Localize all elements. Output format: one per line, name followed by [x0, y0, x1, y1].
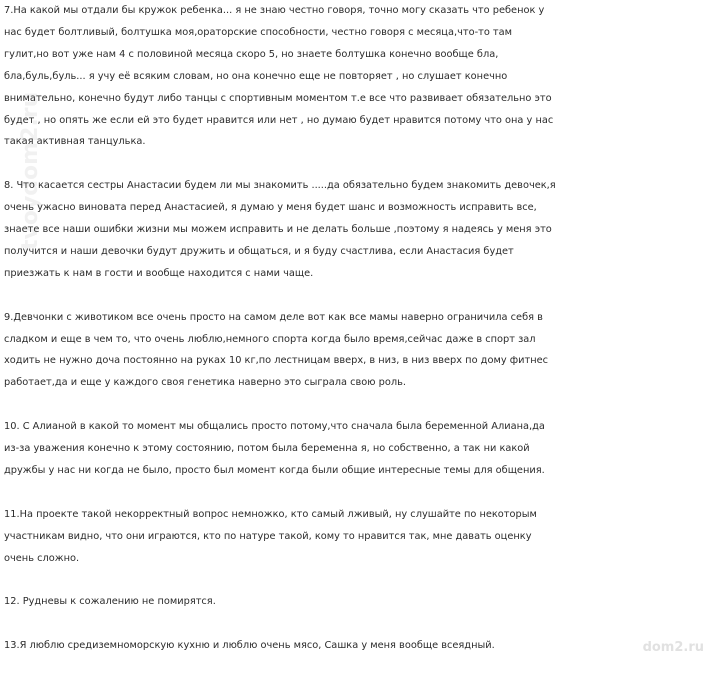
- text-line: внимательно, конечно будут либо танцы с спортивным моментом т.е все что развивает обязательно это: [4, 92, 552, 104]
- text-line: участникам видно, что они играются, кто по натуре такой, кому то нравится так, мне давать оценку: [4, 530, 532, 542]
- watermark-corner: dom2.ru: [642, 640, 704, 655]
- text-line: будет , но опять же если ей это будет нравится или нет , но думаю будет нравится потому что она у нас: [4, 114, 554, 126]
- text-line: очень ужасно виновата перед Анастасией, я думаю у меня будет шанс и возможность исправить все,: [4, 202, 537, 214]
- text-line: ходить не нужно доча постоянно на руках 10 кг,по лестницам вверх, в низ, в низ вверх по дому фитнес: [4, 355, 549, 367]
- watermark-vertical: tvoydom2.ru: [18, 91, 43, 250]
- answer-paragraph-5: [4, 504, 706, 570]
- text-line: очень сложно.: [4, 552, 80, 564]
- text-line: 12. Рудневы к сожалению не помирятся.: [4, 596, 216, 608]
- text-line: из-за уважения конечно к этому состоянию, потом была беременна я, но собственно, а так ни какой: [4, 443, 530, 455]
- text-line: 9.Девчонки с животиком все очень просто на самом деле вот как все мамы наверно ограничила себя в: [4, 311, 543, 323]
- document-body: [4, 0, 706, 679]
- text-line: дружбы у нас ни когда не было, просто был момент когда были общие интересные темы для общения.: [4, 464, 545, 476]
- answer-paragraph-2: [4, 175, 706, 285]
- text-line: гулит,но вот уже нам 4 с половиной месяца скоро 5, но знаете болтушка конечно вообще бла,: [4, 48, 499, 60]
- text-line: получится и наши девочки будут дружить и общаться, и я буду счастлива, если Анастасия будет: [4, 245, 514, 257]
- text-line: знаете все наши ошибки жизни мы можем исправить и не делать больше ,поэтому я надеясь у меня это: [4, 224, 552, 236]
- text-line: 13.Я люблю средиземноморскую кухню и люблю очень мясо, Сашка у меня вообще всеядный.: [4, 640, 495, 652]
- text-line: работает,да и еще у каждого своя генетика наверно это сыграла свою роль.: [4, 377, 407, 389]
- answer-paragraph-6: [4, 591, 706, 613]
- text-line: нас будет болтливый, болтушка моя,ораторские способности, честно говоря с месяца,что-то там: [4, 26, 513, 38]
- text-line: такая активная танцулька.: [4, 136, 146, 148]
- answer-paragraph-3: [4, 307, 706, 395]
- answer-paragraph-4: [4, 416, 706, 482]
- text-line: 8. Что касается сестры Анастасии будем ли мы знакомить .....да обязательно будем знакомить девочек,я: [4, 180, 556, 192]
- answer-paragraph-7: [4, 635, 706, 657]
- text-line: приезжать к нам в гости и вообще находится с нами чаще.: [4, 267, 314, 279]
- text-line: бла,буль,буль... я учу её всяким словам, но она конечно еще не повторяет , но слушает конечно: [4, 70, 508, 82]
- answer-paragraph-1: [4, 0, 706, 153]
- text-line: 11.На проекте такой некорректный вопрос немножко, кто самый лживый, ну слушайте по некоторым: [4, 508, 537, 520]
- text-line: 7.На какой мы отдали бы кружок ребенка... я не знаю честно говоря, точно могу сказать что ребенок у: [4, 5, 545, 16]
- text-line: 10. С Алианой в какой то момент мы общались просто потому,что сначала была беременной Алиана,да: [4, 421, 545, 433]
- text-line: сладком и еще в чем то, что очень люблю,немного спорта когда было время,сейчас даже в спорт зал: [4, 333, 536, 345]
